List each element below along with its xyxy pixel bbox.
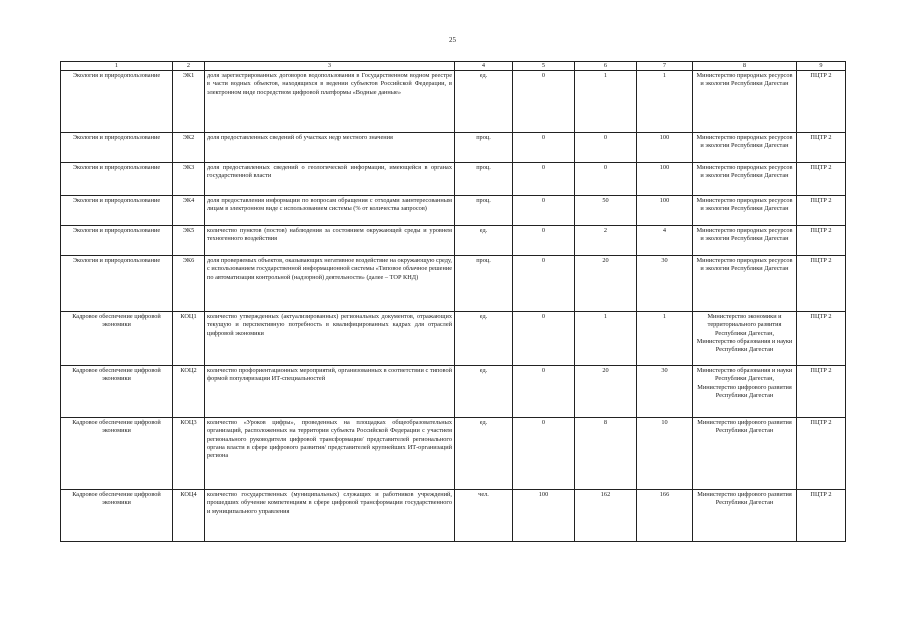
code-cell: ЭК5 [173,226,205,256]
indicators-table [60,61,846,542]
value-cell: 2 [575,226,637,256]
value-cell: 162 [575,490,637,542]
value-cell: 0 [513,226,575,256]
value-cell: 0 [513,312,575,366]
area-cell: Кадровое обеспечение цифровой экономики [61,490,173,542]
unit-cell: проц. [455,163,513,196]
unit-cell: ед. [455,312,513,366]
indicator-cell: доля предоставленных сведений о геологической информации, имеющейся в органах государственной власти [205,163,455,196]
area-cell: Кадровое обеспечение цифровой экономики [61,312,173,366]
responsible-cell: Министерство цифрового развития Республики Дагестан [693,490,797,542]
table-row [61,256,846,312]
indicator-cell: количество утвержденных (актуализированных) региональных документов, отражающих текущую и перспективную потребность в квалифицированных кадрах для отраслей цифровой экономики [205,312,455,366]
source-cell: ПЦТР 2 [797,163,846,196]
unit-cell: проц. [455,256,513,312]
area-cell: Экология и природопользование [61,226,173,256]
value-cell: 30 [637,256,693,312]
code-cell: ЭК1 [173,71,205,133]
header-cell: 8 [693,62,797,71]
value-cell: 100 [637,133,693,163]
responsible-cell: Министерство природных ресурсов и экологии Республики Дагестан [693,256,797,312]
value-cell: 0 [513,163,575,196]
area-cell: Экология и природопользование [61,133,173,163]
source-cell: ПЦТР 2 [797,312,846,366]
unit-cell: ед. [455,366,513,418]
value-cell: 0 [513,133,575,163]
value-cell: 4 [637,226,693,256]
responsible-cell: Министерство цифрового развития Республики Дагестан [693,418,797,490]
value-cell: 30 [637,366,693,418]
value-cell: 0 [513,71,575,133]
source-cell: ПЦТР 2 [797,226,846,256]
unit-cell: проц. [455,196,513,226]
source-cell: ПЦТР 2 [797,366,846,418]
table-row [61,226,846,256]
value-cell: 0 [513,196,575,226]
area-cell: Экология и природопользование [61,163,173,196]
source-cell: ПЦТР 2 [797,133,846,163]
value-cell: 0 [575,163,637,196]
value-cell: 50 [575,196,637,226]
table-row [61,490,846,542]
unit-cell: проц. [455,133,513,163]
value-cell: 20 [575,256,637,312]
header-cell: 3 [205,62,455,71]
responsible-cell: Министерство природных ресурсов и экологии Республики Дагестан [693,71,797,133]
source-cell: ПЦТР 2 [797,256,846,312]
code-cell: ЭК3 [173,163,205,196]
code-cell: ЭК2 [173,133,205,163]
unit-cell: ед. [455,226,513,256]
table-row [61,163,846,196]
responsible-cell: Министерство природных ресурсов и экологии Республики Дагестан [693,196,797,226]
value-cell: 1 [637,312,693,366]
header-cell: 9 [797,62,846,71]
indicator-cell: доля проверяемых объектов, оказывающих негативное воздействие на окружающую среду, с использованием государственной информационной системы «Типовое облачное решение по автоматизации контрольной (надзорной) деятельности» (далее – ТОР КНД) [205,256,455,312]
area-cell: Кадровое обеспечение цифровой экономики [61,366,173,418]
value-cell: 0 [513,418,575,490]
area-cell: Экология и природопользование [61,71,173,133]
area-cell: Кадровое обеспечение цифровой экономики [61,418,173,490]
code-cell: ЭК4 [173,196,205,226]
table-row [61,71,846,133]
table-row [61,366,846,418]
table-row [61,133,846,163]
unit-cell: ед. [455,418,513,490]
responsible-cell: Министерство природных ресурсов и экологии Республики Дагестан [693,226,797,256]
indicator-cell: доля предоставленных сведений об участках недр местного значения [205,133,455,163]
value-cell: 0 [513,366,575,418]
unit-cell: чел. [455,490,513,542]
header-cell: 4 [455,62,513,71]
responsible-cell: Министерство образования и науки Республики Дагестан, Министерство цифрового развития Республики Дагестан [693,366,797,418]
source-cell: ПЦТР 2 [797,490,846,542]
responsible-cell: Министерство экономики и территориального развития Республики Дагестан, Министерство образования и науки Республики Дагестан [693,312,797,366]
code-cell: КОЦ2 [173,366,205,418]
value-cell: 1 [575,312,637,366]
value-cell: 100 [513,490,575,542]
responsible-cell: Министерство природных ресурсов и экологии Республики Дагестан [693,163,797,196]
unit-cell: ед. [455,71,513,133]
area-cell: Экология и природопользование [61,196,173,226]
indicator-cell: количество профориентационных мероприятий, организованных в соответствии с типовой формой популяризации ИТ-специальностей [205,366,455,418]
value-cell: 100 [637,196,693,226]
code-cell: КОЦ3 [173,418,205,490]
header-row [61,62,846,71]
area-cell: Экология и природопользование [61,256,173,312]
indicator-cell: доля предоставления информации по вопросам обращения с отходами заинтересованным лицам в электронном виде с использованием системы (% от количества запросов) [205,196,455,226]
indicator-cell: доля зарегистрированных договоров водопользования в Государственном водном реестре в части водных объектов, находящихся в ведении субъектов Российской Федерации, в электронном виде посредством цифровой платформы «Водные данные» [205,71,455,133]
value-cell: 1 [575,71,637,133]
indicator-cell: количество пунктов (постов) наблюдения за состоянием окружающей среды и уровнем техногенного воздействия [205,226,455,256]
value-cell: 8 [575,418,637,490]
value-cell: 0 [575,133,637,163]
source-cell: ПЦТР 2 [797,418,846,490]
header-cell: 5 [513,62,575,71]
table-row [61,418,846,490]
source-cell: ПЦТР 2 [797,196,846,226]
table-row [61,196,846,226]
source-cell: ПЦТР 2 [797,71,846,133]
indicator-cell: количество государственных (муниципальных) служащих и работников учреждений, прошедших обучение компетенциям в сфере цифровой трансформации государственного и муниципального управления [205,490,455,542]
code-cell: КОЦ1 [173,312,205,366]
page-number: 25 [449,36,456,44]
code-cell: ЭК6 [173,256,205,312]
value-cell: 1 [637,71,693,133]
header-cell: 6 [575,62,637,71]
header-cell: 2 [173,62,205,71]
value-cell: 100 [637,163,693,196]
indicator-cell: количество «Уроков цифры», проведенных на площадках общеобразовательных организаций, расположенных на территории субъекта Российской Федерации с участием регионального руководителя цифровой трансформации/ представителей регионального органа власти в сфере цифрового развития/ представителей крупнейших ИТ-организаций региона [205,418,455,490]
value-cell: 10 [637,418,693,490]
value-cell: 0 [513,256,575,312]
header-cell: 7 [637,62,693,71]
value-cell: 166 [637,490,693,542]
value-cell: 20 [575,366,637,418]
table-row [61,312,846,366]
responsible-cell: Министерство природных ресурсов и экологии Республики Дагестан [693,133,797,163]
code-cell: КОЦ4 [173,490,205,542]
header-cell: 1 [61,62,173,71]
